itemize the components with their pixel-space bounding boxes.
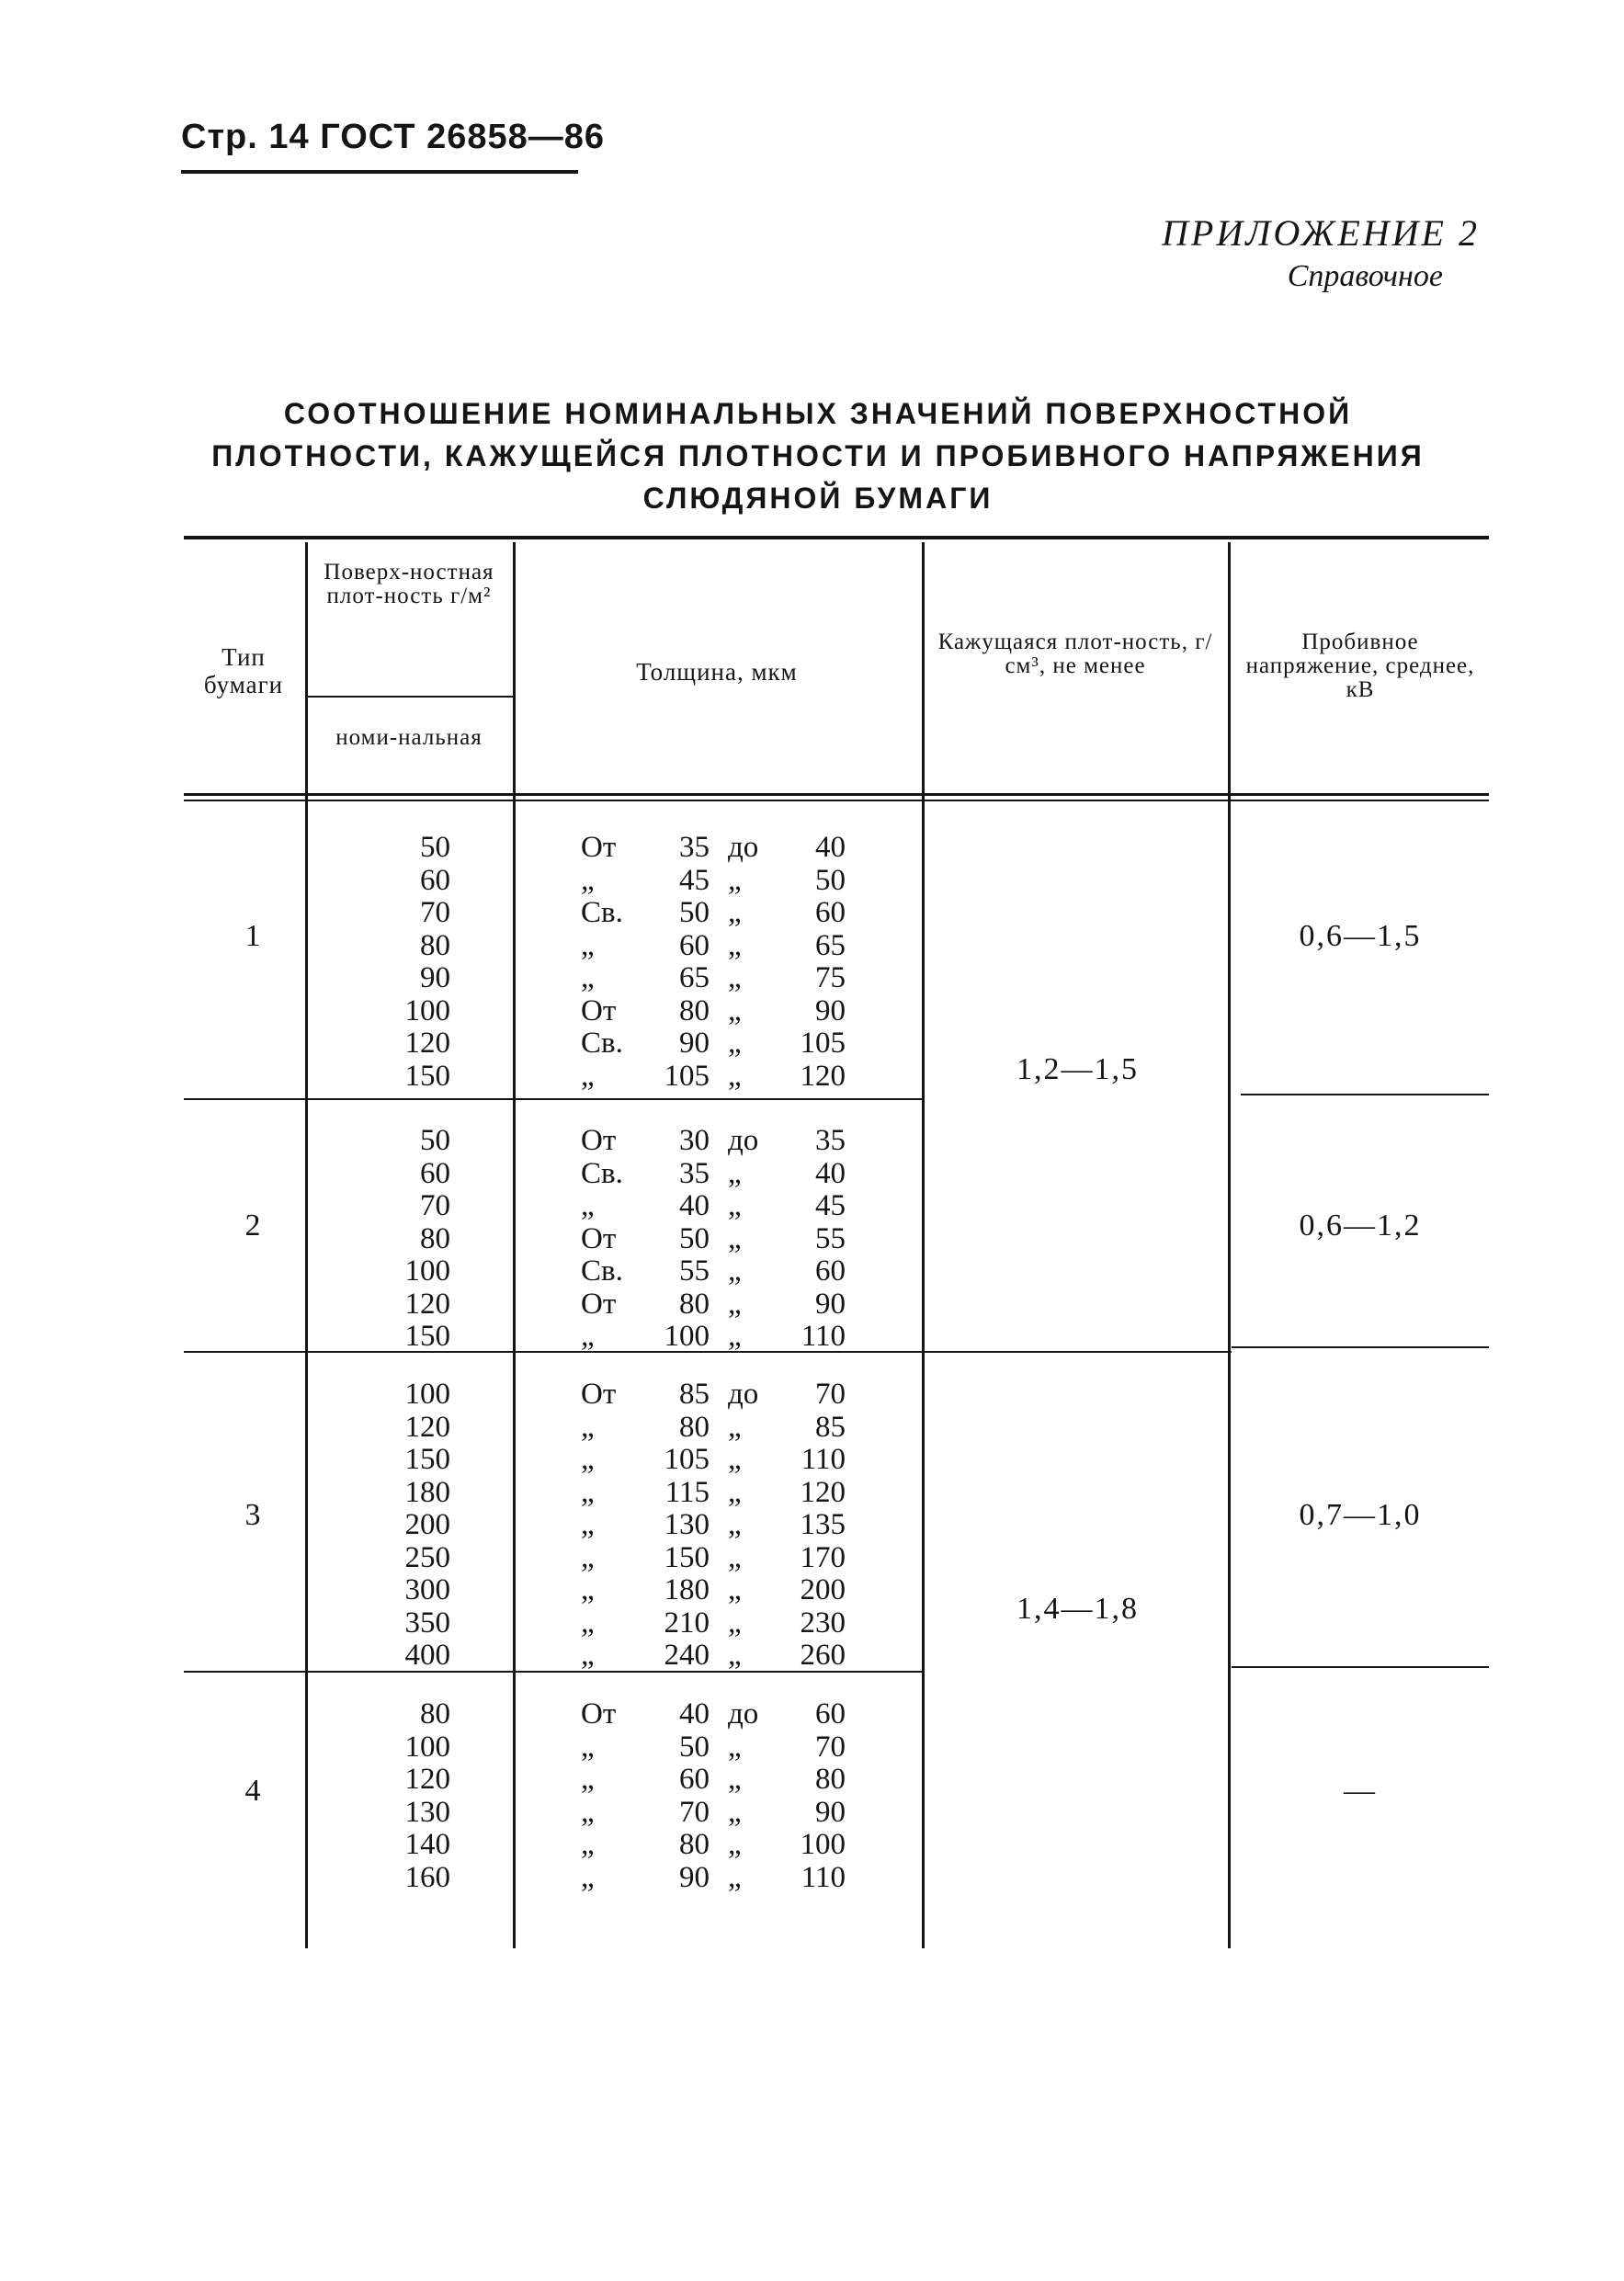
thickness-upto-column-value: 170 — [800, 1540, 846, 1574]
header-type: Тип бумаги — [203, 643, 284, 698]
thickness-to-column-value: „ — [728, 1475, 742, 1509]
thickness-to-column-value: „ — [728, 1189, 742, 1222]
thickness-upto-column-value: 100 — [800, 1828, 846, 1861]
breakdown-voltage-value: — — [1344, 1774, 1377, 1808]
thickness-prefix-column-value: Св. — [581, 1254, 623, 1288]
thickness-upto-column-value: 80 — [815, 1763, 846, 1796]
thickness-from-column-value: 80 — [679, 1410, 710, 1444]
breakdown-voltage-value: 0,6—1,5 — [1299, 919, 1422, 953]
thickness-prefix-column-value: Св. — [581, 1027, 623, 1060]
thickness-prefix-column-value: „ — [581, 1606, 595, 1640]
thickness-upto-column-value: 70 — [815, 1730, 846, 1764]
thickness-to-column-value: до — [728, 1697, 759, 1731]
thickness-to-column-value: „ — [728, 1059, 742, 1093]
thickness-from-column-value: 80 — [679, 1287, 710, 1321]
header-density-sub: номи-нальная — [335, 725, 483, 750]
thickness-prefix-column-value: „ — [581, 1828, 595, 1861]
col-divider-3 — [922, 542, 925, 1948]
thickness-upto-column-value: 105 — [800, 1027, 846, 1060]
thickness-to-column-value: „ — [728, 1573, 742, 1606]
thickness-prefix-column-value: „ — [581, 1443, 595, 1476]
thickness-upto-column-value: 90 — [815, 993, 846, 1027]
thickness-prefix-column — [581, 1698, 645, 1894]
thickness-from-column-value: 35 — [679, 831, 710, 864]
thickness-upto-column-value: 65 — [815, 928, 846, 962]
thickness-upto-column-value: 135 — [800, 1508, 846, 1541]
thickness-to-column-value: „ — [728, 1763, 742, 1796]
thickness-to-column-value: „ — [728, 1606, 742, 1640]
thickness-from-column — [643, 1125, 710, 1354]
thickness-prefix-column-value: „ — [581, 1730, 595, 1764]
breakdown-separator-1 — [1241, 1094, 1489, 1095]
thickness-prefix-column-value: „ — [581, 863, 595, 897]
thickness-upto-column-value: 110 — [801, 1443, 846, 1476]
thickness-to-column-value: „ — [728, 1508, 742, 1541]
thickness-to-column-value: „ — [728, 863, 742, 897]
thickness-prefix-column-value: От — [581, 993, 617, 1027]
density-column — [349, 832, 450, 1093]
thickness-prefix-column-value: „ — [581, 928, 595, 962]
thickness-upto-column-value: 50 — [815, 863, 846, 897]
thickness-to-column-value: „ — [728, 1860, 742, 1894]
appendix-title: ПРИЛОЖЕНИЕ 2 — [1162, 212, 1480, 254]
density-column-value: 100 — [404, 1254, 450, 1288]
thickness-to-column-value: „ — [728, 1639, 742, 1672]
group-separator-1 — [184, 1098, 925, 1100]
density-column — [349, 1379, 450, 1673]
thickness-to-column-value: „ — [728, 896, 742, 929]
thickness-from-column-value: 130 — [664, 1508, 710, 1541]
density-column-value: 70 — [420, 1189, 450, 1222]
thickness-upto-column-value: 110 — [801, 1320, 846, 1353]
thickness-prefix-column-value: „ — [581, 1860, 595, 1894]
thickness-to-column-value: „ — [728, 1287, 742, 1321]
breakdown-separator-3 — [1232, 1666, 1489, 1668]
thickness-upto-column-value: 70 — [815, 1378, 846, 1411]
density-column-value: 80 — [420, 1221, 450, 1255]
thickness-prefix-column-value: От — [581, 1221, 617, 1255]
thickness-from-column — [643, 832, 710, 1093]
thickness-upto-column — [781, 1125, 846, 1354]
thickness-from-column-value: 50 — [679, 1221, 710, 1255]
thickness-from-column-value: 180 — [664, 1573, 710, 1606]
thickness-from-column-value: 35 — [679, 1156, 710, 1190]
thickness-prefix-column-value: „ — [581, 1573, 595, 1606]
thickness-to-column-value: „ — [728, 1540, 742, 1574]
thickness-upto-column-value: 110 — [801, 1860, 846, 1894]
thickness-upto-column-value: 230 — [800, 1606, 846, 1640]
density-column-value: 130 — [404, 1795, 450, 1829]
thickness-from-column — [643, 1698, 710, 1894]
density-column-value: 350 — [404, 1606, 450, 1640]
thickness-upto-column — [781, 832, 846, 1093]
thickness-from-column-value: 115 — [664, 1475, 710, 1509]
apparent-density-1: 1,2—1,5 — [1016, 1052, 1139, 1086]
thickness-to-column-value: до — [728, 1124, 759, 1157]
thickness-to-column-value: „ — [728, 1156, 742, 1190]
header-density: Поверх-ностная плот-ность г/м² — [324, 560, 494, 608]
table-top-rule — [184, 536, 1489, 539]
appendix-subtitle: Справочное — [1287, 259, 1443, 293]
thickness-to-column-value: до — [728, 1378, 759, 1411]
thickness-to-column — [728, 1698, 774, 1894]
thickness-upto-column-value: 200 — [800, 1573, 846, 1606]
col-divider-2 — [513, 542, 516, 1948]
thickness-upto-column-value: 75 — [815, 961, 846, 994]
density-column-value: 150 — [404, 1320, 450, 1353]
density-column-value: 120 — [404, 1763, 450, 1796]
thickness-upto-column-value: 45 — [815, 1189, 846, 1222]
density-column-value: 200 — [404, 1508, 450, 1541]
thickness-from-column-value: 210 — [664, 1606, 710, 1640]
thickness-from-column-value: 60 — [679, 1763, 710, 1796]
thickness-upto-column-value: 60 — [815, 896, 846, 929]
thickness-prefix-column-value: „ — [581, 1540, 595, 1574]
thickness-to-column-value: „ — [728, 1221, 742, 1255]
thickness-from-column-value: 45 — [679, 863, 710, 897]
thickness-upto-column-value: 85 — [815, 1410, 846, 1444]
thickness-prefix-column-value: „ — [581, 1763, 595, 1796]
thickness-upto-column-value: 55 — [815, 1221, 846, 1255]
thickness-from-column-value: 70 — [679, 1795, 710, 1829]
thickness-to-column-value: „ — [728, 1730, 742, 1764]
thickness-upto-column — [781, 1698, 846, 1894]
breakdown-voltage-value: 0,6—1,2 — [1299, 1209, 1422, 1243]
table-title-line-2: ПЛОТНОСТИ, КАЖУЩЕЙСЯ ПЛОТНОСТИ И ПРОБИВНОГО НАПРЯЖЕНИЯ — [211, 439, 1425, 472]
paper-type-label: 1 — [244, 919, 261, 953]
thickness-from-column-value: 105 — [664, 1059, 710, 1093]
col-divider-4 — [1228, 542, 1231, 1948]
thickness-prefix-column-value: „ — [581, 1475, 595, 1509]
thickness-from-column-value: 40 — [679, 1697, 710, 1731]
thickness-prefix-column-value: „ — [581, 1320, 595, 1353]
thickness-upto-column-value: 90 — [815, 1795, 846, 1829]
thickness-to-column-value: „ — [728, 961, 742, 994]
breakdown-voltage-value: 0,7—1,0 — [1299, 1498, 1422, 1532]
density-column-value: 160 — [404, 1860, 450, 1894]
thickness-to-column-value: „ — [728, 1254, 742, 1288]
thickness-prefix-column-value: „ — [581, 1508, 595, 1541]
thickness-from-column-value: 80 — [679, 993, 710, 1027]
thickness-to-column-value: „ — [728, 1828, 742, 1861]
table-title-line-3: СЛЮДЯНОЙ БУМАГИ — [642, 482, 994, 515]
density-column-value: 120 — [404, 1410, 450, 1444]
thickness-from-column-value: 65 — [679, 961, 710, 994]
thickness-upto-column-value: 40 — [815, 1156, 846, 1190]
density-column — [349, 1125, 450, 1354]
thickness-from-column-value: 240 — [664, 1639, 710, 1672]
thickness-from-column-value: 30 — [679, 1124, 710, 1157]
col-divider-1 — [305, 542, 308, 1948]
density-column-value: 50 — [420, 1124, 450, 1157]
thickness-from-column — [643, 1379, 710, 1673]
breakdown-separator-2 — [1232, 1346, 1489, 1348]
density-column-value: 60 — [420, 1156, 450, 1190]
thickness-prefix-column-value: От — [581, 1697, 617, 1731]
thickness-upto-column-value: 40 — [815, 831, 846, 864]
thickness-from-column-value: 90 — [679, 1860, 710, 1894]
density-column-value: 100 — [404, 1378, 450, 1411]
thickness-prefix-column-value: „ — [581, 961, 595, 994]
density-column-value: 80 — [420, 928, 450, 962]
thickness-from-column-value: 50 — [679, 896, 710, 929]
density-column-value: 100 — [404, 993, 450, 1027]
thickness-to-column-value: „ — [728, 1795, 742, 1829]
thickness-to-column-value: „ — [728, 1410, 742, 1444]
thickness-upto-column-value: 60 — [815, 1697, 846, 1731]
thickness-to-column-value: „ — [728, 993, 742, 1027]
header-thickness: Толщина, мкм — [636, 658, 798, 686]
thickness-to-column — [728, 832, 774, 1093]
thickness-from-column-value: 90 — [679, 1027, 710, 1060]
density-sub-rule — [306, 696, 513, 698]
header-breakdown-voltage: Пробивное напряжение, среднее, кВ — [1245, 630, 1475, 702]
density-column-value: 90 — [420, 961, 450, 994]
thickness-upto-column-value: 120 — [800, 1059, 846, 1093]
thickness-to-column — [728, 1379, 774, 1673]
header-bottom-rule-1 — [184, 793, 1489, 796]
thickness-from-column-value: 150 — [664, 1540, 710, 1574]
header-rule — [181, 170, 578, 174]
thickness-from-column-value: 85 — [679, 1378, 710, 1411]
density-column-value: 140 — [404, 1828, 450, 1861]
apparent-density-2: 1,4—1,8 — [1016, 1592, 1139, 1626]
density-column-value: 60 — [420, 863, 450, 897]
thickness-to-column — [728, 1125, 774, 1354]
thickness-prefix-column-value: „ — [581, 1059, 595, 1093]
density-column — [349, 1698, 450, 1894]
density-column-value: 150 — [404, 1443, 450, 1476]
thickness-upto-column-value: 90 — [815, 1287, 846, 1321]
density-column-value: 150 — [404, 1059, 450, 1093]
thickness-to-column-value: до — [728, 831, 759, 864]
thickness-prefix-column-value: От — [581, 831, 617, 864]
paper-type-label: 2 — [244, 1209, 261, 1243]
paper-type-label: 3 — [244, 1498, 261, 1532]
thickness-upto-column-value: 260 — [800, 1639, 846, 1672]
thickness-to-column-value: „ — [728, 1027, 742, 1060]
thickness-prefix-column — [581, 1125, 645, 1354]
density-column-value: 120 — [404, 1027, 450, 1060]
thickness-from-column-value: 60 — [679, 928, 710, 962]
density-column-value: 120 — [404, 1287, 450, 1321]
paper-type-label: 4 — [244, 1774, 261, 1808]
thickness-from-column-value: 55 — [679, 1254, 710, 1288]
thickness-prefix-column-value: От — [581, 1287, 617, 1321]
thickness-upto-column-value: 35 — [815, 1124, 846, 1157]
density-column-value: 300 — [404, 1573, 450, 1606]
header-apparent-density: Кажущаяся плот-ность, г/см³, не менее — [937, 630, 1213, 678]
thickness-from-column-value: 80 — [679, 1828, 710, 1861]
thickness-prefix-column-value: От — [581, 1124, 617, 1157]
density-column-value: 400 — [404, 1639, 450, 1672]
table-title-line-1: СООТНОШЕНИЕ НОМИНАЛЬНЫХ ЗНАЧЕНИЙ ПОВЕРХНОСТНОЙ — [283, 397, 1353, 430]
thickness-upto-column-value: 120 — [800, 1475, 846, 1509]
thickness-to-column-value: „ — [728, 1443, 742, 1476]
thickness-prefix-column-value: Св. — [581, 896, 623, 929]
thickness-from-column-value: 50 — [679, 1730, 710, 1764]
thickness-upto-column — [781, 1379, 846, 1673]
density-column-value: 70 — [420, 896, 450, 929]
thickness-prefix-column-value: „ — [581, 1410, 595, 1444]
thickness-prefix-column-value: От — [581, 1378, 617, 1411]
header-bottom-rule-2 — [184, 800, 1489, 801]
thickness-prefix-column — [581, 832, 645, 1093]
density-column-value: 80 — [420, 1697, 450, 1731]
thickness-prefix-column-value: „ — [581, 1189, 595, 1222]
thickness-from-column-value: 40 — [679, 1189, 710, 1222]
density-column-value: 100 — [404, 1730, 450, 1764]
thickness-from-column-value: 105 — [664, 1443, 710, 1476]
thickness-prefix-column-value: „ — [581, 1639, 595, 1672]
thickness-to-column-value: „ — [728, 928, 742, 962]
density-column-value: 180 — [404, 1475, 450, 1509]
apparent-separator — [922, 1351, 1232, 1353]
thickness-prefix-column-value: Св. — [581, 1156, 623, 1190]
thickness-upto-column-value: 60 — [815, 1254, 846, 1288]
page-header: Стр. 14 ГОСТ 26858—86 — [181, 118, 606, 156]
thickness-prefix-column — [581, 1379, 645, 1673]
density-column-value: 250 — [404, 1540, 450, 1574]
thickness-from-column-value: 100 — [664, 1320, 710, 1353]
density-column-value: 50 — [420, 831, 450, 864]
thickness-prefix-column-value: „ — [581, 1795, 595, 1829]
thickness-to-column-value: „ — [728, 1320, 742, 1353]
